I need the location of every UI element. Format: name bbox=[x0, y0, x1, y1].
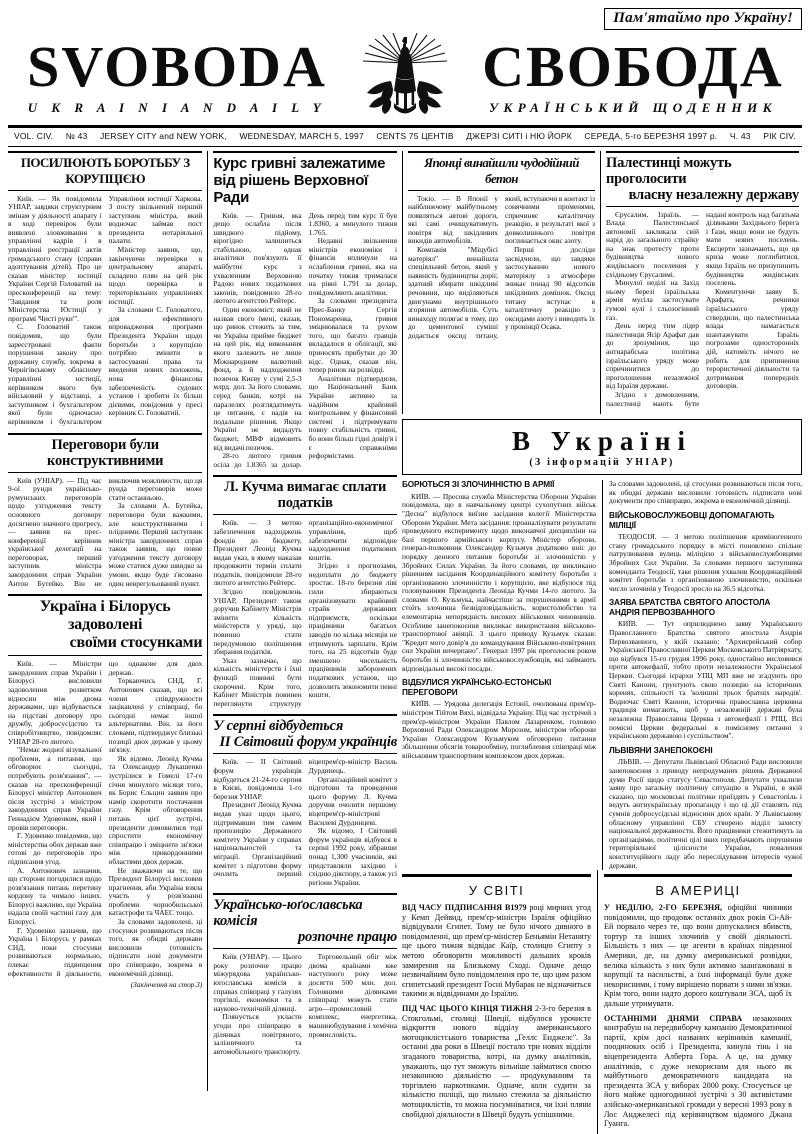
continuation-note: (Закінчення на стор.3) bbox=[130, 980, 203, 990]
world-banner bbox=[402, 874, 591, 903]
paragraph: КИЇВ. — Пресова служба Міністерства Оборони України повідомила, що в навчальному центрі сухопутних військ "Десна" відбулося виїзне засідання колегії Міністерства Оборони України. Мета засідання: проаналізувати результати проведеного експерименту щодо виконавчої дисципліни на базі першого армійського корпусу. Міністер оборони, генерал-полковник Олександер Кузьмук додатково вніс до порядку денного питання боротьби зі злочинністю у Збройних Силах України. За його словами, це викликано рішенням засідання Координаційного комітету боротьби з організованою злочинністю і корупцією, яке відбулося під головуванням Президента Леоніда Кучми 14-го лютого. За словами О. Кузьмука, найчастіше за порушеннями в армії стоїть злочинна безвідповідальність, користолюбство та елементарна непорядність високих військових чиновників. Особливе занепокоєння викликає використання військово-транспортової авіяції. З цього приводу Кузьмук сказав: "Кредит мого довір'я до командування Військово-повітряних сил України вичерпано". Генерал 1997 рік проголосив роком боротьби зі злочинністю військовослужбовців, які займають відповідальні високі посади. bbox=[402, 491, 596, 673]
folio-price: CENTS 75 ЦЕНТІВ bbox=[376, 131, 454, 141]
story-negotiations bbox=[8, 433, 202, 589]
paragraph: "Немає жодної візувальної проблеми, а питання, що обговорює сьогодні, потребують розв'язання", — сказав на пресконференції Білорусі міністер Антонович після зустрічі з міністром закордонних справ України Геннадієм Удовенком, який і провів переговори. bbox=[8, 745, 102, 832]
paragraph: Як відомо, І Світовий форум українців відбувся в серпні 1992 року, зібравши понад 1,300 учасників, які представляли західню і східню діяспору, а також усі реґіони України. bbox=[308, 826, 397, 887]
folio-volume: VOL. CIV. bbox=[14, 131, 54, 141]
paragraph: КИЇВ. — Тут оприлюднено заяву Українського Православного Братства святого апостола Андрія Первозванного, у якій сказано: "Архиєрейський собор Української Православної Церкви Московського Патріярхату, що відбувся 15-го грудня 1996 року, одностайно висловився проти автокефалії, тобто проти незалежности Української Церкви. Сьогодні ієрархи УПЦ МП вже не згадують про Святі Канони, грунтують свою позицію на історичних коренях, спільності та 'колишні трьох братніх народів'. Водночас Святі Канони, історична православна церковна традиція вимагають, щоб у незалежній державі була незалежна Православна Церква з автокефалії і РПЦ. Всі помісні Церкви федеральні в помісному питанні з українською державою і суспільством". bbox=[609, 619, 803, 741]
story-body bbox=[408, 195, 595, 341]
tagline-row bbox=[8, 8, 802, 30]
masthead-english bbox=[8, 34, 346, 116]
paragraph: Один економіст, який не назвав свого імені, сказав, що ринок стежить за тим, чи Україна прийме бюджет на цей рік, від виконання якого залежить не лише Міжнародним валютний фонд, а й надходження позичок Києву у сумі 2,5-3 млрд. дол. За його словами, серед банків, котрі на паралелях розглядатимуть це питання, є надія на подальше рішення. Якщо Україні не видадуть бюджет, МВФ відмовить від видачі позичок. bbox=[213, 305, 302, 452]
world-item-lead: ПІД ЧАС ЦЬОГО КІНЦЯ ТИЖНЯ bbox=[402, 1004, 533, 1014]
paragraph: Київ. — Як повідомила УНІАР, завдяки структурним змінам у діяльності апарату і в ході перевірок були виявлені зловживання в управлінні кадрів і в управлінні реєстрації актів громадського стану (справи адоптування дітей). Про це сказав міністер юстиції України Сергій Головатий на пресконференції на тему: "Завдання та роля Міністерства Юстиції у програмі 'Чисті руки'". bbox=[8, 193, 102, 323]
paragraph: Токіо. — В Японії у найближчому майбутньому появляться автові дороги, які самі очищуватимуть повітря від шкідливих викидів автомобілів. bbox=[408, 193, 498, 246]
headline-box bbox=[8, 433, 202, 473]
story-headline-line-2: власну незалежну державу bbox=[628, 186, 799, 203]
column-4 bbox=[600, 151, 799, 415]
masthead-subtitle-uk: УКРАЇНСЬКИЙ ЩОДЕННИК bbox=[488, 100, 778, 115]
story-headline: Японці винайшли чудодійний бетон bbox=[424, 154, 579, 186]
story-body bbox=[213, 212, 397, 470]
paragraph: За словами задоволені, ці стосунки розвиваються після того, як обидві держави висловили готовність підписати нові документи про співпрацю, зокрема в економічній ділянці. bbox=[108, 917, 203, 978]
column-3 bbox=[402, 151, 600, 415]
paragraph: Київ (УНІАР). — Цього року розпочне працю міжурядова українсько-юґославська комісія в справах співпраці у галузях торгівлі, економіки та в науково-технічній ділянці. bbox=[213, 952, 302, 1013]
story-headline-line-2: розпочне працю bbox=[297, 929, 397, 946]
story-concrete bbox=[408, 151, 595, 341]
story-body bbox=[213, 953, 397, 1056]
masthead bbox=[8, 34, 802, 120]
in-ukraine-banner bbox=[402, 419, 802, 475]
paragraph: День перед тим лідер палестинців Ясір Арафат дав до зрозуміння, що антиарабська політика ізраїльського уряду може спричинитися до проголошення незалежної від Ізраїля держави. bbox=[606, 321, 699, 391]
america-item-text: незаконних контрабуш на передвиборчу кампанію Демократичної партії, крім досі названих керівників кампанії, поодиноких осіб і Президента, кинула тінь і на віцепрезидента Алберта Гора. А це, на думку аналітиків, є дуже некорисним для нього як майбутнього демократичного кандидата на президента ЗСА у виборах 2000 року. Стосується це його майже одногодинної зустрічі з 30 активістами азійсько-американської громади у вересні 1993 року в Лос Анджелесі під керівництвом відомого Джана Гуанга. bbox=[604, 1013, 792, 1129]
paragraph: Торговельний обіг між двома країнами вже наступного року може досягти 500 млн. дол. Головними ділянками співпраці можуть стати агро—промисловий комплекс, енергетика, машинобудування і хемічна промисловість. bbox=[308, 952, 397, 1039]
paragraph: 28-го лютого гривня осіла до 1.8365 за долар. День перед тим курс її був 1.8360, а минулого тижня 1.765. bbox=[213, 210, 397, 469]
headline-box bbox=[213, 893, 397, 949]
paragraph: Міністер заявив, що, закінчуючи перевірки в центральному апараті, складено плян на цей рік щодо перевірка в територіяльних управліннях юстиції. bbox=[108, 245, 203, 306]
folio-place-uk: ДЖЕРЗІ СИТІ і НЮ ЙОРК bbox=[466, 131, 572, 141]
paragraph: Коментуючи заяву Б. Арафата, речники ізраїльського уряду ствердили, що палестинська влада намагається шантажувати Ізраїль погрозами односторонніх дій, натомість нічого не робить для припинення терористичної діяльности та дотримання попередніх договорів. bbox=[706, 286, 799, 391]
paragraph: Аналітики підтвердили, що Національний Банк України активно за надійним крайовий контрольним у фінансовий системі і підтримувати повну стабільність гривні, бо вони більш гідні довір'я і є справжніми реформістами. bbox=[308, 373, 397, 461]
right-half bbox=[402, 151, 803, 1129]
america-item-text: офіційні чинники повідомили, що продовж останніх двох років Сі-Ай-Ей порвало через те, що вони допускалися вбивств, тортур та інших злочинів у своїй діяльності. Більшість з них — це агенти в країнах південної Америки, де, на думку американської розвідки, велика кількість з них були активно заанґажовані в корупції та насильстві, а їхні інформації були дуже некорисними, і тому вирішено порвати з ними зв'язки. Крім того, вони надто дорого коштували ЗСА, щоб їх дальше утримувати. bbox=[604, 903, 792, 1009]
story-yugoslav-commission bbox=[213, 893, 397, 1056]
america-item-lead: У НЕДІЛЮ, 2-ГО БЕРЕЗНЯ, bbox=[604, 903, 723, 913]
folio-date-uk: СЕРЕДА, 5-го БЕРЕЗНЯ 1997 р. bbox=[584, 131, 718, 141]
story-headline-line-1: Україна і Білорусь задоволені bbox=[39, 598, 171, 634]
tagline-box: Пам'ятаймо про Україну! bbox=[604, 8, 802, 30]
story-headline-line-2: від рішень Верховної Ради bbox=[213, 171, 368, 206]
paragraph: Київ (УНІАР). — Під час 9-ої рунди українсько-румунських переговорів щодо узгодження тексту основного договору досягнено значного прогресу, — заявив на прес-конференції керівник української делегації на переговорах, перший заступник міністра закордонних справ України Антон Бутейко. Він не виключив можливости, що ця рунда переговорів може стати останньою. bbox=[8, 475, 203, 588]
bottom-sections bbox=[402, 870, 802, 1134]
masthead-title-en: SVOBODA bbox=[27, 34, 327, 99]
story-body bbox=[606, 211, 799, 409]
story-headline: ПОСИЛЮЮТЬ БОРОТЬБУ З КОРУПЦІЄЮ bbox=[20, 154, 190, 186]
world-item bbox=[402, 903, 591, 999]
story-headline: Л. Кучма вимагає сплати податків bbox=[224, 479, 387, 512]
paragraph: Г. Удовенко зазначив, що Україна і Білорусь у рамках СНД, поки стосунки розвиваються нормально, плекає підвищення ефективности й діяльности, що однакове для двох держав. bbox=[8, 659, 203, 978]
paragraph: Плянується укласти угоди про співпрацю в ділянках повітряного, залізничного та автомобільного транспорту. bbox=[213, 1012, 302, 1056]
paragraph: Згідно повідомлень УНІАР, Президент також доручив Кабінету Міністрів змінити кількість міністерств у уряді, що повинно стати передумовою поліпшення збирання податків. bbox=[213, 587, 302, 657]
masthead-ukrainian bbox=[464, 34, 802, 116]
paragraph: ТЕОДОСІЯ. — З метою поліпшення криміногенного стану громадського порядку в місті поновлено спільне патрулювання вулиць міліцією з військовослужбовцями Збройних Сил України. За словами першого заступника коменданта Теодосії, таке рішення ухвалив Координаційний комітет боротьби з організованою злочинністю, оскільки число злочинів у Теодосії зросло на 36.5 відсотка. bbox=[609, 532, 802, 593]
paragraph: ЛЬВІВ. — Депутати Львівської Обласної Ради висловили занепокоєння з приводу непродуманих рішень Державної думи Росії щодо статусу Севастополя. Депутати ухвалили заяву про загальну політичну ситуацію в Україні, в якій сказано, що московські політики приїздять у Севастопіль і ведуть антиукраїнську пропаганду і що ці дії ставлять під сумнів добросусідські відносини двох країн. У Львівському обласному управлінні СБУ створено відділ захисту національної державности. Його працівники стежитимуть за організаціями, політичні цілі яких передбачають порушення територіяльної цілісности України, повалення конституційного ладу або переслідування інтересів чужої держави. bbox=[609, 757, 802, 870]
paragraph: Київ. — Гривня, яка дещо ослабла після швидкого підйому, вірогідно залишиться стабільною, однак аналітики пов'язують її майбутнє курс з ухваленням Верховною Радою нових податкових законів, повідомило 28-го лютого агентство Рейтерс. bbox=[213, 210, 302, 306]
story-body bbox=[213, 758, 397, 887]
folio-year: РІК CIV. bbox=[763, 131, 796, 141]
paragraph: Не зважаючи на те, що Президент Білорусі висловив прагнення, аби Україна взяла участь у розв'язанні проблеми чорнобильської катастрофи та ЧАЕС тощо. bbox=[108, 865, 203, 918]
world-item-text: році мирних угод у Кемп Дейвид, прем'єр-міністри Ізраїля офіційно відвідували Єгипет. Тому не було нічого дивного в повідомленні, що прем'єр-міністер Беньямін Нетаняту ще цього тижня відвідає Каїр, столицю Єгипту з метою обговорити можливості дальших кроків замирення на Близькому Сході. Одначе дещо незвичайним було повідомлення про те, що цим разом єгипетський президент Госні Мубарак не відзначиться такими ж відвідинами до Ізраїлю. bbox=[402, 903, 591, 999]
headline-box bbox=[8, 151, 202, 191]
america-section bbox=[597, 870, 792, 1134]
in-ukraine-subtitle: (З інформацій УНІАР) bbox=[529, 457, 675, 469]
in-ukraine-col-left bbox=[402, 480, 602, 870]
paragraph: Єрусалим, Ізраїль. — Влада Палестинської автономії закликала свій нарід до загального страйку на знак протесту проти будівництва нового жидівського поселення у східньому Єрусалимі. bbox=[606, 209, 699, 279]
masthead-subtitle-en: U K R A I N I A N D A I L Y bbox=[27, 100, 327, 115]
right-top-row bbox=[402, 151, 802, 415]
story-headline: Переговори були конструктивними bbox=[47, 436, 164, 469]
in-ukraine-title: В Україні bbox=[512, 426, 692, 457]
paragraph: Як відомо, Леонід Кучма та Олександер Лукашенко зустрілися в Гомелі 17-го січня минулого місяця того, як Борис Єльцин заявив про намір скоротити постачання газу. Крім обговорення питань цієї зустрічі, президенти домовилися тоді спростити економічну співпрацю і зміцнити зв'язки між прикордонними областями двох держав. bbox=[108, 753, 203, 866]
masthead-title-uk: СВОБОДА bbox=[482, 34, 784, 99]
world-item bbox=[402, 1004, 591, 1119]
section-subhead: ВІЙСЬКОВОСЛУЖБОВЦІ ДОПОМАГАЮТЬ МІЛІЦІЇ bbox=[609, 510, 775, 530]
column-2 bbox=[207, 151, 402, 1091]
folio-rule-bottom bbox=[8, 146, 802, 147]
paragraph: Минулої неділі на Захід ньому березі ізраїльська армія мусіла застосувати гумові кулі і сльозогінний газ. bbox=[606, 278, 699, 322]
america-banner bbox=[604, 874, 792, 903]
section-subhead: ЗАЯВА БРАТСТВА СВЯТОГО АПОСТОЛА АНДРІЯ ПЕРВОЗВАННОГО bbox=[609, 598, 771, 617]
paragraph-carryover: За словами задоволені, ці стосунки розвиваються після того, як обидві держави висловили готовність підписати нові документи про співпрацю, зокрема в економічній ділянці. bbox=[609, 479, 802, 506]
story-hryvnia bbox=[213, 151, 397, 470]
section-subhead: ЛЬВІВЯНИ ЗАНЕПОКОЄНІ bbox=[609, 745, 713, 755]
paragraph: Торкаючись СНД, Г. Антонович сказав, що всі члени співдружности зацікавлені у співпраці, бо сьогодні немає іншої альтернативи. Він, за його словами, підтверджує близькі позиції двох держав у цьому зв'язку. bbox=[108, 676, 203, 755]
story-body bbox=[213, 519, 397, 708]
headline-box bbox=[8, 594, 202, 656]
paragraph: Згідно з домовленням, палестинці мають бути надані контроль над багатьма ділянками Західнього берега і Ґази, якщо вони не будуть мати нових поселень. Ексцерти зазначають, що ця криза може поглибитися, якщо Ізраїль не призупинить будівництва жидівських поселень. bbox=[606, 209, 799, 408]
story-belarus bbox=[8, 594, 202, 989]
story-kuchma-taxes bbox=[213, 475, 397, 708]
paragraph: С. Головатий також повідомив, що були зареєстровані факти порушення закону про державну службу, зокрема в Чернігівському обласному управлінні юстиції, керівником якого був військовий у відставці, а заступником і бухгальтером якої були одночасно керівником і бухгальтером Управління юстиції Харкова. З посту звільнений перший заступник міністра, який водночас займав пост президента нотаріяльної палати. bbox=[8, 193, 203, 426]
story-headline-line-1: Палестинці можуть проголосити bbox=[606, 154, 732, 187]
folio-place-en: JERSEY CITY and NEW YORK, bbox=[100, 131, 227, 141]
story-body bbox=[8, 477, 202, 589]
column-1 bbox=[8, 151, 207, 1091]
paragraph: За словами С. Головатого, для ефективного впровадження програми Президента України щодо боротьби з корупцією потрібно змінити в застосуванні права та введення нових положень, нова фінансова забезпеченість судових установ і зробити їх більш дієвими, повідомив у пресі керівник С. Головатий. bbox=[108, 305, 203, 418]
paragraph: Перші досліди засвідчили, що завдяки застосуванню нового матеріялу з атмосфери зникає понад 90 відсотків шкідливих домішок. Оксид титану вступає в каталітичну реакцію з оксидами азоту і виводить їх у провінції Осака. bbox=[505, 245, 595, 332]
main-grid bbox=[8, 151, 803, 1129]
world-section bbox=[402, 870, 597, 1134]
story-headline-line-2: своїми стосунками bbox=[69, 634, 203, 652]
story-body bbox=[8, 660, 202, 989]
story-headline-line-1: Українсько-юґославська комісія bbox=[213, 897, 363, 930]
paragraph: Недавні звільнення міністрів економіки і фінансів вплинули на ослаблення гривні, яка на початку тижня трималася на рівні 1.791 за долар, повідомляють аналітики. bbox=[308, 236, 397, 297]
america-item bbox=[604, 1014, 792, 1129]
story-palestine bbox=[606, 151, 799, 409]
story-headline-line-2: II Світовий форум українців bbox=[219, 734, 397, 751]
folio-issue-uk: Ч. 43 bbox=[729, 131, 751, 141]
headline-box bbox=[213, 151, 397, 208]
paragraph: Київ. — Міністри закордонних справ України і Білорусі висловили задоволення розвитком відносин між двома державами, що відбувається на підставі договору про дружбу, добросусідство та співробітництво, повідомляє УНІАР 28-го лютого. bbox=[8, 659, 102, 746]
headline-box bbox=[213, 475, 397, 515]
story-headline-line-1: У серпні відбудеться bbox=[213, 718, 344, 735]
headline-box bbox=[408, 151, 595, 191]
section-subhead: БОРЮТЬСЯ ЗІ ЗЛОЧИННІСТЮ В АРМІЇ bbox=[402, 480, 555, 490]
paragraph: КИЇВ. — Урядова делегація Естонії, очолювана прем'єр-міністром Тійтом Вяхі, відвідала Україну. Під час зустрічей з прем'єр-міністром України Павлом Лазаренком, головою Верховної Ради Олександром Морозом, міністром оборони України Олександром Кузьмуком обговорено питання збільшення обсягів товарообміну, поглиблення співпраці між військовим транспортним комплексом двох держав. bbox=[402, 699, 596, 760]
paragraph: Київ. — ІІ Світовий форум українців відбудеться 21-24-го серпня в Києві, повідомила 1-го березня УНІАР. bbox=[213, 757, 302, 801]
paragraph: Указ зазначає, що кількість міністерств і їхні функції повинні бути скорочені. Крім того, Кабінет Міністрів повинен переглянути структуру організаційно-економічної управління, щоб забезпечити відповідне надходження податкових коштів. bbox=[213, 518, 397, 708]
america-banner-title: В АМЕРИЦІ bbox=[655, 883, 741, 899]
paragraph: Президент Леонід Кучма видав указ щодо цього, підтримавши тим самим пропозицію Державного комітету України у справах національностей та міграції. Організаційний комітет з підготови форму очолить перший віцепрем'єр-міністр Василь Дурдинець. bbox=[213, 757, 397, 879]
america-item-lead: ОСТАННІМИ ДНЯМИ СПРАВА bbox=[604, 1013, 743, 1023]
paragraph: Київ. — З метою забезпечення надходжень фондів до бюджету, Президент Леонід Кучма видав указ, в якому наказав продовжити термін сплати податків, повідомили 28-го лютого агентство Рейтерс. bbox=[213, 518, 302, 588]
story-headline-line-1: Курс гривні залежатиме bbox=[213, 154, 386, 172]
paragraph: Компанія "Міцубісі матеріял" винайшла спеціяльний бетон, який у наявність будівництва доріг, здатний вбирати шкідливі речовини, що виділяються двигунами внутрішнього згоряння автомобілів. Суть винаходу полягає в тому, що до цементової суміші додається оксид титану, який, вступаючи в контакт із сонячними променями, спричиняє каталітичну реакцію, в результаті якої з довколишнього повітря поглинається окис азоту. bbox=[408, 193, 595, 340]
paragraph: Організаційний комітет з підготови та проведення цього форуму Л. Кучма доручив очолити першому віцепрем'єр-міністрові Василеві Дурдинцеві. bbox=[308, 774, 397, 827]
in-ukraine-body bbox=[402, 480, 802, 870]
in-ukraine-col-right bbox=[602, 480, 802, 870]
paragraph: За словами А. Бутейка, переговори були важкими, але конструктивними і плідними. Перший заступник міністра закордонних справ також заявив, що повне узгодження тексту договору може статися дуже швидко за умови, якщо буде з'ясовано один неврегульований пункт. bbox=[108, 501, 203, 588]
paragraph: За словами президента Прес-Банку Сергія Пономаренка, гривня зміцнювалася та рухом того, що багато гравців вкладалося в облігації, які приносять прибутки до 30 відс. Однак, сказав він, тепер ринок на розвідці. bbox=[308, 296, 397, 375]
liberty-statue-trident-emblem bbox=[346, 33, 464, 121]
paragraph: Г. Удовенко повідомив, що міністерства обох держав вже готові до переговорів про підписання угод. bbox=[8, 831, 102, 866]
america-item bbox=[604, 903, 792, 1009]
world-banner-title: У СВІТІ bbox=[468, 883, 525, 899]
headline-box bbox=[213, 714, 397, 754]
folio-line bbox=[8, 128, 802, 144]
paragraph: А. Антонович зазначив, що сторони погодилися щодо розв'язання питань перетину кордону та чимало інших. Білорусі важливо, що Україна надала своїй частині газу для Білорусі. bbox=[8, 865, 102, 927]
headline-box bbox=[606, 151, 799, 207]
section-subhead: ВІДБУЛИСЯ УКРАЇНСЬКО-ЕСТОНСЬКІ ПЕРЕГОВОРИ bbox=[402, 678, 552, 697]
folio-issue-en: № 43 bbox=[65, 131, 88, 141]
story-world-forum bbox=[213, 714, 397, 887]
story-body bbox=[8, 195, 202, 427]
world-item-text: 2-3-го березня в Стокгольмі, столиці Швеції, відбулося урочисте відкриття нового відділу американського мотоциклістського товариства „Геллс Енджелс". За останні два роки в Швеції постало три нових відділи згаданого товариства, котрі, на думку аналітиків, уважають, що тут зможуть вільніше займатися своєю незаконною діяльністю — продукуванням та торгівлею наркотиками. Одначе, коли судити за кількістю поліції, що пильно стежила за діяльністю мотоциклістів, то можна посумніватися, чи їхні пляни свобідної діяльности в Швеції будуть успішними. bbox=[402, 1004, 591, 1119]
folio-date-en: WEDNESDAY, MARCH 5, 1997 bbox=[239, 131, 364, 141]
paragraph: Згідно з прогнозами, недоплати до бюджету зростає. 18-го березня ліві сили збираються організовувати крайовий страйк державних підприємств, оскільки працівники багатьох заводів по кілька місяців не отримують зарплати. Крім того, на 25 відсотків буде зменшено чисельність працівників заборонених податкових установ, що дозволить зекономити певні кошти. bbox=[308, 561, 397, 700]
story-corruption bbox=[8, 151, 202, 427]
world-item-lead: ВІД ЧАСУ ПІДПИСАННЯ В1979 bbox=[402, 903, 527, 913]
